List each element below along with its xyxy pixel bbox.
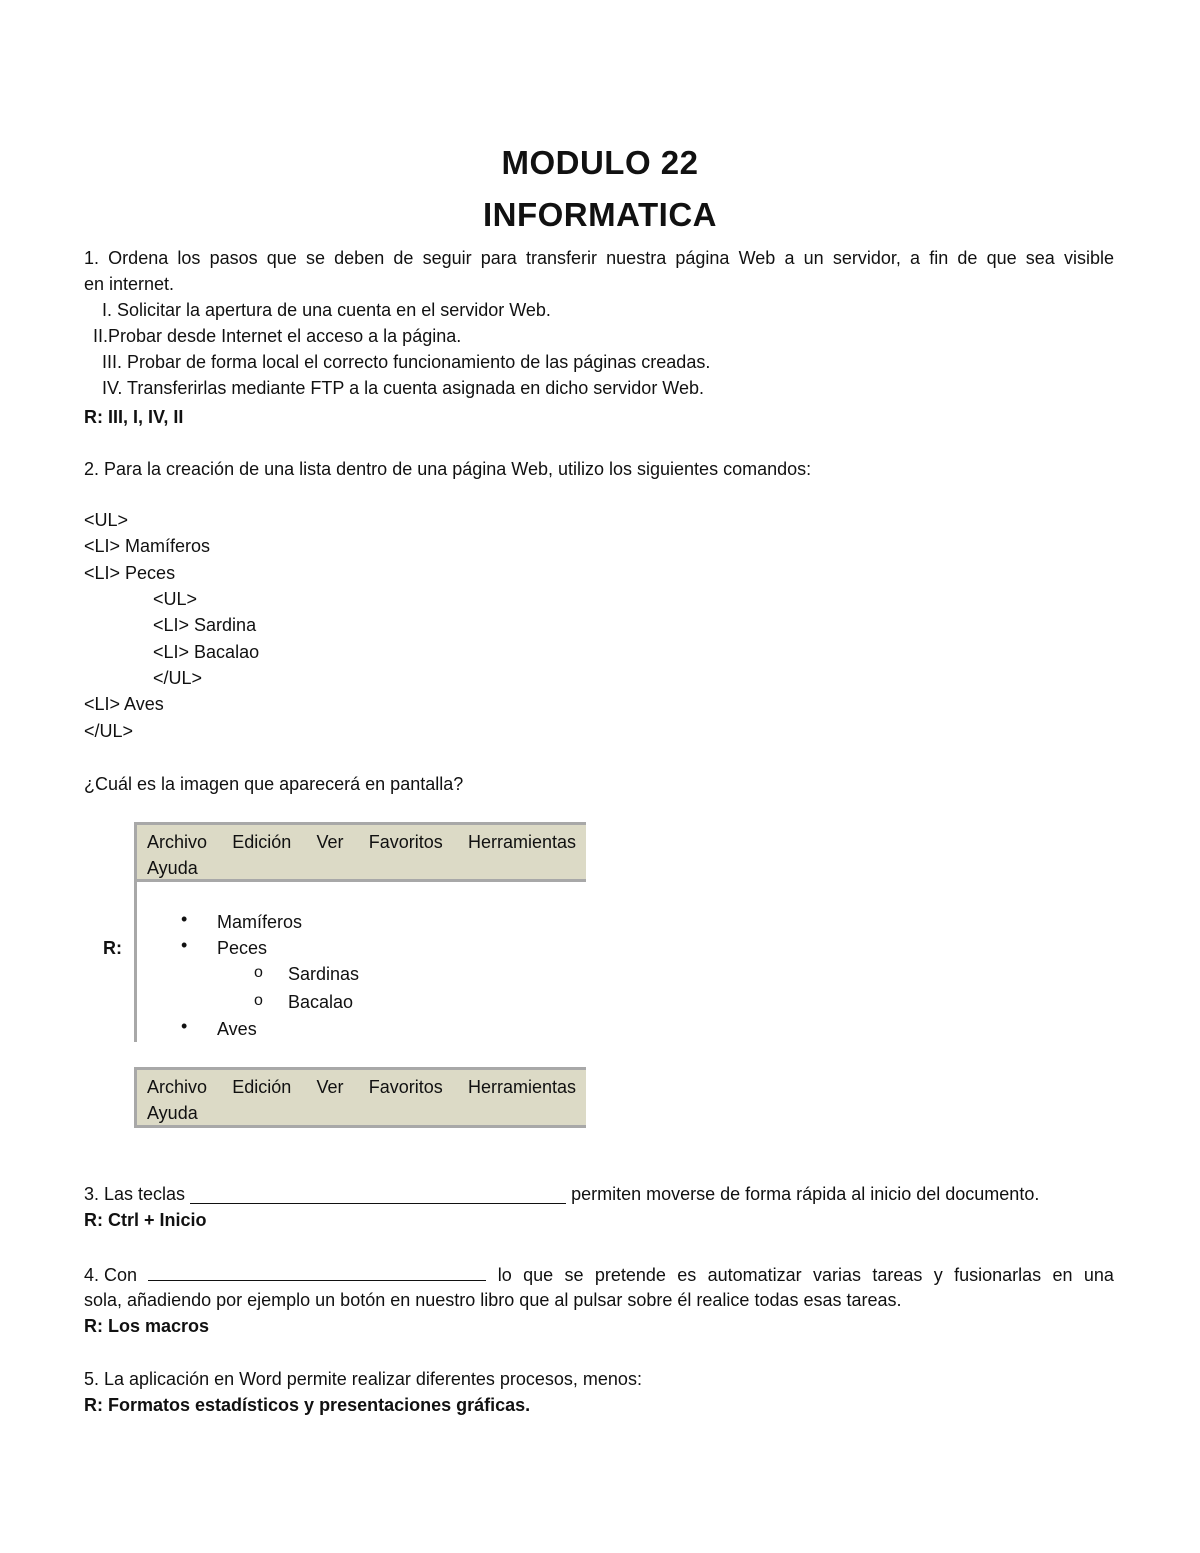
subject-title: INFORMATICA: [482, 196, 718, 233]
browser-menubar-top: [134, 822, 586, 882]
code-line: <LI> Mamíferos: [84, 536, 211, 556]
q4-word: lo: [497, 1265, 512, 1285]
q4-word: tareas: [872, 1265, 923, 1285]
menu-item-edicion[interactable]: Edición: [232, 832, 292, 852]
q4-word: automatizar: [707, 1265, 802, 1285]
q1-text-line1: 1. Ordena los pasos que se deben de seguir para transferir nuestra página Web a un servidor, a fin de que sea visible: [84, 248, 1114, 268]
menu-item-ayuda[interactable]: Ayuda: [147, 1103, 198, 1123]
q2-prompt: ¿Cuál es la imagen que aparecerá en pantalla?: [84, 774, 464, 794]
q3-question: [84, 1181, 1039, 1207]
code-line: <LI> Bacalao: [153, 642, 260, 662]
menu-item-ver[interactable]: Ver: [316, 832, 344, 852]
list-subitem: Bacalao: [288, 992, 354, 1012]
q1-step: II.Probar desde Internet el acceso a la página.: [93, 326, 462, 346]
q4-text-line1: [84, 1260, 1114, 1288]
q4-word: se: [564, 1265, 584, 1285]
q2-question: 2. Para la creación de una lista dentro de una página Web, utilizo los siguientes comandos:: [84, 459, 812, 479]
menu-item-ayuda[interactable]: Ayuda: [147, 858, 198, 878]
q4-text-line2: sola, añadiendo por ejemplo un botón en nuestro libro que al pulsar sobre él realice todas esas tareas.: [84, 1290, 902, 1310]
bullet-icon: •: [181, 909, 188, 929]
q4-word: que: [523, 1265, 554, 1285]
code-line: <LI> Peces: [84, 563, 176, 583]
q1-step: III. Probar de forma local el correcto funcionamiento de las páginas creadas.: [102, 352, 711, 372]
q3-text-after: permiten moverse de forma rápida al inicio del documento.: [571, 1184, 1040, 1204]
menu-item-favoritos[interactable]: Favoritos: [368, 1077, 443, 1097]
menu-item-herramientas[interactable]: Herramientas: [467, 1077, 576, 1097]
list-item: Aves: [217, 1019, 257, 1039]
q4-answer: R: Los macros: [84, 1316, 210, 1336]
menu-item-edicion[interactable]: Edición: [232, 1077, 292, 1097]
bullet-icon: •: [181, 1016, 188, 1036]
q4-text-before: 4. Con: [84, 1265, 138, 1285]
q4-word: en: [1052, 1265, 1073, 1285]
menu-item-herramientas[interactable]: Herramientas: [467, 832, 576, 852]
code-line: </UL>: [153, 668, 203, 688]
list-subitem: Sardinas: [288, 964, 360, 984]
module-title: MODULO 22: [501, 144, 699, 181]
q3-blank: [190, 1183, 566, 1204]
q4-word: pretende: [594, 1265, 666, 1285]
q5-answer: R: Formatos estadísticos y presentaciones gráficas.: [84, 1395, 531, 1415]
list-item: Peces: [217, 938, 268, 958]
menu-item-archivo[interactable]: Archivo: [147, 1077, 208, 1097]
q4-word: una: [1083, 1265, 1114, 1285]
code-line: <LI> Sardina: [153, 615, 257, 635]
browser-menubar-bottom: [134, 1067, 586, 1128]
code-line: </UL>: [84, 721, 134, 741]
code-line: <LI> Aves: [84, 694, 164, 714]
menu-item-ver[interactable]: Ver: [316, 1077, 344, 1097]
list-item: Mamíferos: [217, 912, 303, 932]
q5-question: 5. La aplicación en Word permite realizar diferentes procesos, menos:: [84, 1369, 642, 1389]
browser-left-border: [134, 880, 137, 1042]
q2-answer-label: R:: [103, 938, 122, 958]
q4-word: y: [933, 1265, 943, 1285]
q1-answer: R: III, I, IV, II: [84, 407, 184, 427]
q1-step: IV. Transferirlas mediante FTP a la cuenta asignada en dicho servidor Web.: [102, 378, 704, 398]
q4-blank: [148, 1260, 486, 1281]
circle-bullet-icon: o: [254, 992, 263, 1009]
q1-step: I. Solicitar la apertura de una cuenta en el servidor Web.: [102, 300, 551, 320]
q4-word: varias: [813, 1265, 862, 1285]
q4-word: fusionarlas: [954, 1265, 1042, 1285]
circle-bullet-icon: o: [254, 964, 263, 981]
q3-answer: R: Ctrl + Inicio: [84, 1210, 207, 1230]
bullet-icon: •: [181, 935, 188, 955]
q4-word: es: [677, 1265, 697, 1285]
menu-item-favoritos[interactable]: Favoritos: [368, 832, 443, 852]
code-line: <UL>: [84, 510, 129, 530]
code-line: <UL>: [153, 589, 198, 609]
q1-text-line2: en internet.: [84, 274, 175, 294]
q3-text-before: 3. Las teclas: [84, 1184, 186, 1204]
menu-item-archivo[interactable]: Archivo: [147, 832, 208, 852]
